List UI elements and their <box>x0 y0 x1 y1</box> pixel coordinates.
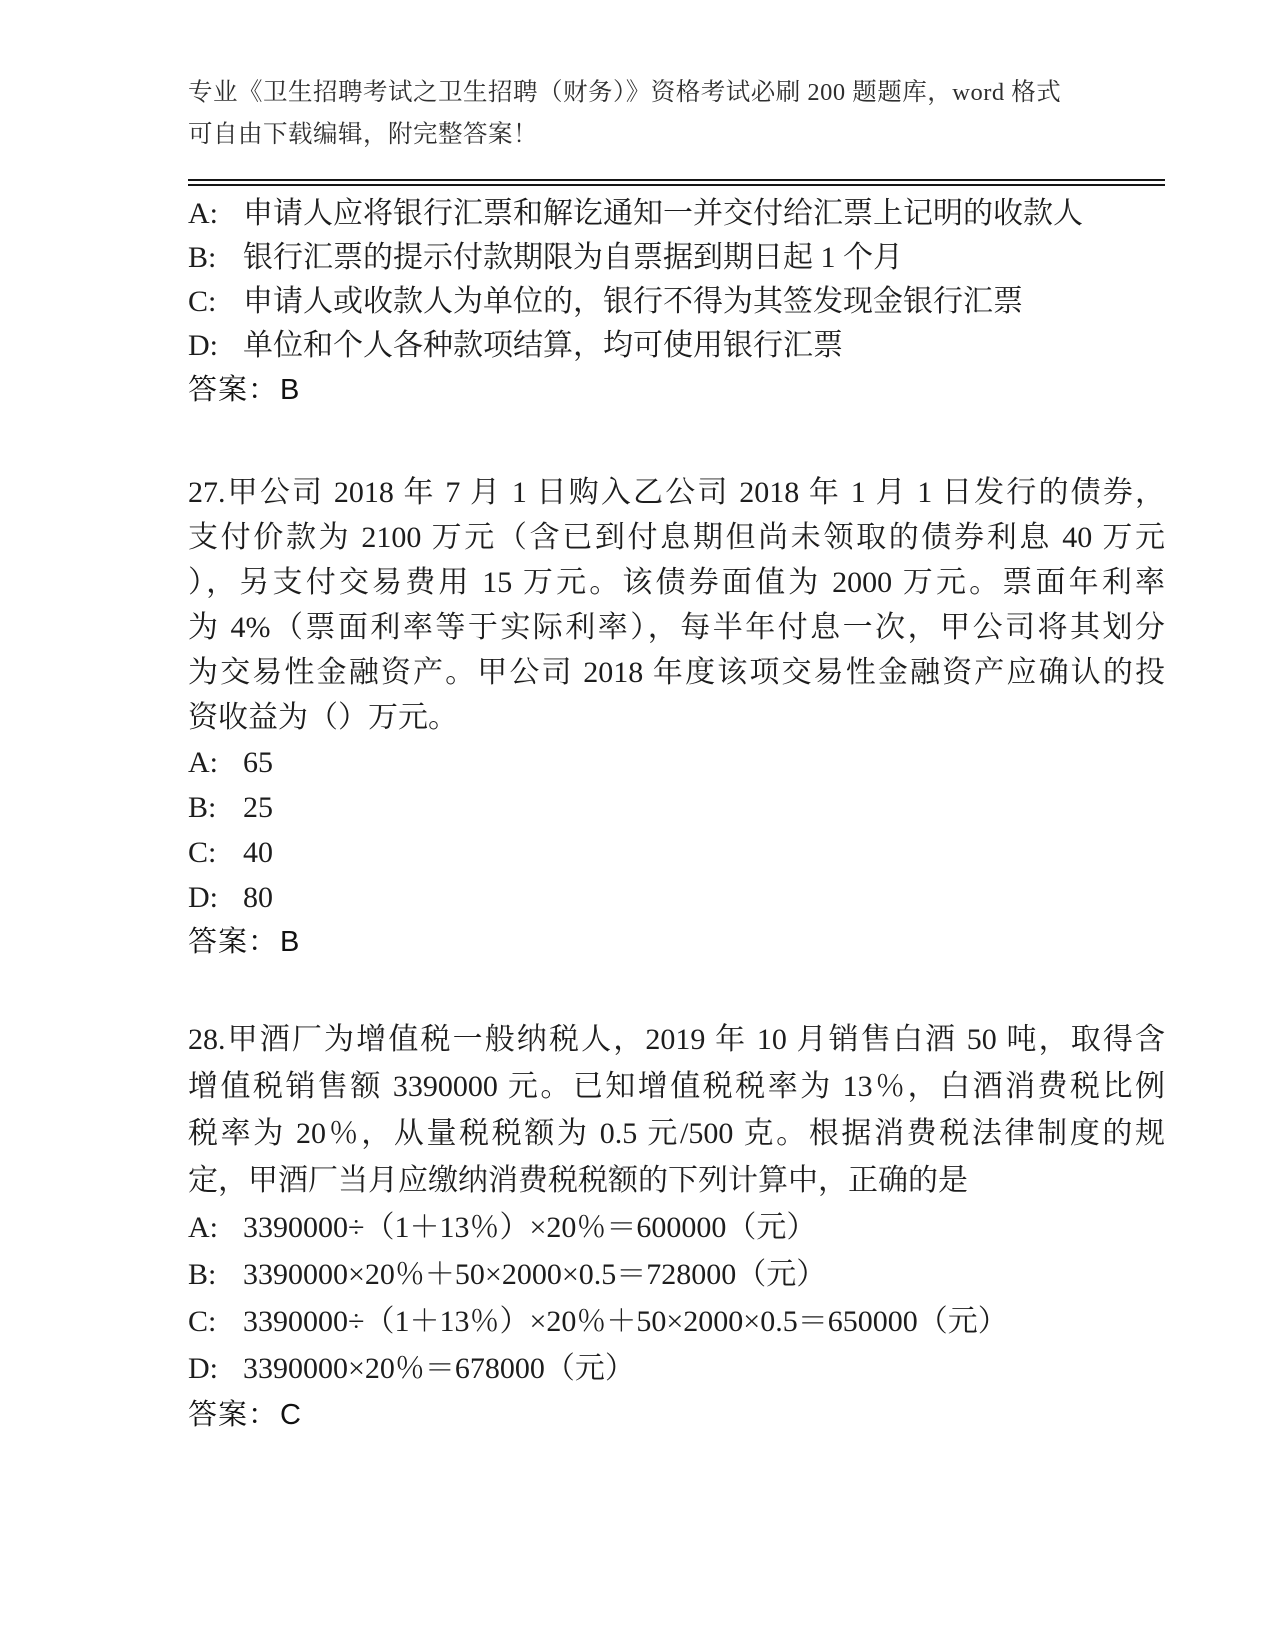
option-C <box>188 830 1165 875</box>
option-B <box>188 1251 1165 1298</box>
answer-value: B <box>280 926 300 958</box>
question-text-line: 定，甲酒厂当月应缴纳消费税税额的下列计算中，正确的是 <box>188 1164 968 1197</box>
option-D <box>188 1345 1165 1392</box>
option-A-text: 申请人应将银行汇票和解讫通知一并交付给汇票上记明的收款人 <box>243 197 1083 230</box>
option-B <box>188 785 1165 830</box>
option-A-text: 65 <box>243 746 273 779</box>
option-C-label: C: <box>188 836 217 869</box>
option-A-label: A: <box>188 197 218 230</box>
option-B-text: 3390000×20％＋50×2000×0.5＝728000（元） <box>243 1258 827 1291</box>
question-text-line: 税率为 20％，从量税税额为 0.5 元/500 克。根据消费税法律制度的规 <box>188 1117 1165 1150</box>
option-C-text: 3390000÷（1＋13％）×20％＋50×2000×0.5＝650000（元） <box>243 1305 1008 1338</box>
question-text-line: 资收益为（）万元。 <box>188 701 458 734</box>
header-divider-rule <box>188 179 1165 186</box>
option-B <box>188 236 1165 280</box>
option-D-text: 单位和个人各种款项结算，均可使用银行汇票 <box>243 329 843 362</box>
option-D-label: D: <box>188 1352 218 1385</box>
option-B-text: 银行汇票的提示付款期限为自票据到期日起 1 个月 <box>243 241 903 274</box>
answer-label: 答案： <box>188 1399 279 1431</box>
option-A <box>188 740 1165 785</box>
question-text-line: 28.甲酒厂为增值税一般纳税人，2019 年 10 月销售白酒 50 吨，取得含 <box>188 1023 1165 1056</box>
answer-line <box>188 920 1165 965</box>
option-D-text: 3390000×20％＝678000（元） <box>243 1352 635 1385</box>
option-B-label: B: <box>188 791 217 824</box>
option-A <box>188 192 1165 236</box>
answer-line <box>188 368 1165 412</box>
question-27-block <box>188 470 1165 965</box>
option-C <box>188 1298 1165 1345</box>
option-B-label: B: <box>188 241 217 274</box>
option-D-label: D: <box>188 881 218 914</box>
header-line-1: 专业《卫生招聘考试之卫生招聘（财务）》资格考试必刷 200 题题库，word 格式 <box>188 79 1062 106</box>
answer-line <box>188 1392 1165 1439</box>
option-D-label: D: <box>188 329 218 362</box>
answer-label: 答案： <box>188 926 279 958</box>
option-D <box>188 324 1165 368</box>
option-A <box>188 1204 1165 1251</box>
question-28-block <box>188 1016 1165 1439</box>
question-text-line: 27.甲公司 2018 年 7 月 1 日购入乙公司 2018 年 1 月 1 日发行的债券， <box>188 476 1165 509</box>
option-B-label: B: <box>188 1258 217 1291</box>
option-C-label: C: <box>188 1305 217 1338</box>
header-line-2: 可自由下载编辑，附完整答案！ <box>188 121 538 148</box>
question-text-line: 支付价款为 2100 万元（含已到付息期但尚未领取的债券利息 40 万元 <box>188 521 1165 554</box>
option-B-text: 25 <box>243 791 273 824</box>
option-D <box>188 875 1165 920</box>
question-text-line: 为 4%（票面利率等于实际利率），每半年付息一次，甲公司将其划分 <box>188 611 1165 644</box>
answer-value: C <box>280 1399 301 1431</box>
page-header <box>188 72 1165 156</box>
question-text-line: 增值税销售额 3390000 元。已知增值税税率为 13％，白酒消费税比例 <box>188 1070 1165 1103</box>
question-text-line: 为交易性金融资产。甲公司 2018 年度该项交易性金融资产应确认的投 <box>188 656 1165 689</box>
option-A-text: 3390000÷（1＋13％）×20％＝600000（元） <box>243 1211 817 1244</box>
answer-label: 答案： <box>188 374 279 406</box>
option-A-label: A: <box>188 1211 218 1244</box>
option-C-text: 40 <box>243 836 273 869</box>
answer-value: B <box>280 374 300 406</box>
option-D-text: 80 <box>243 881 273 914</box>
option-A-label: A: <box>188 746 218 779</box>
question-text-line: ），另支付交易费用 15 万元。该债券面值为 2000 万元。票面年利率 <box>188 566 1165 599</box>
option-C-text: 申请人或收款人为单位的，银行不得为其签发现金银行汇票 <box>243 285 1023 318</box>
previous-question-options-block <box>188 192 1165 412</box>
option-C-label: C: <box>188 285 217 318</box>
option-C <box>188 280 1165 324</box>
